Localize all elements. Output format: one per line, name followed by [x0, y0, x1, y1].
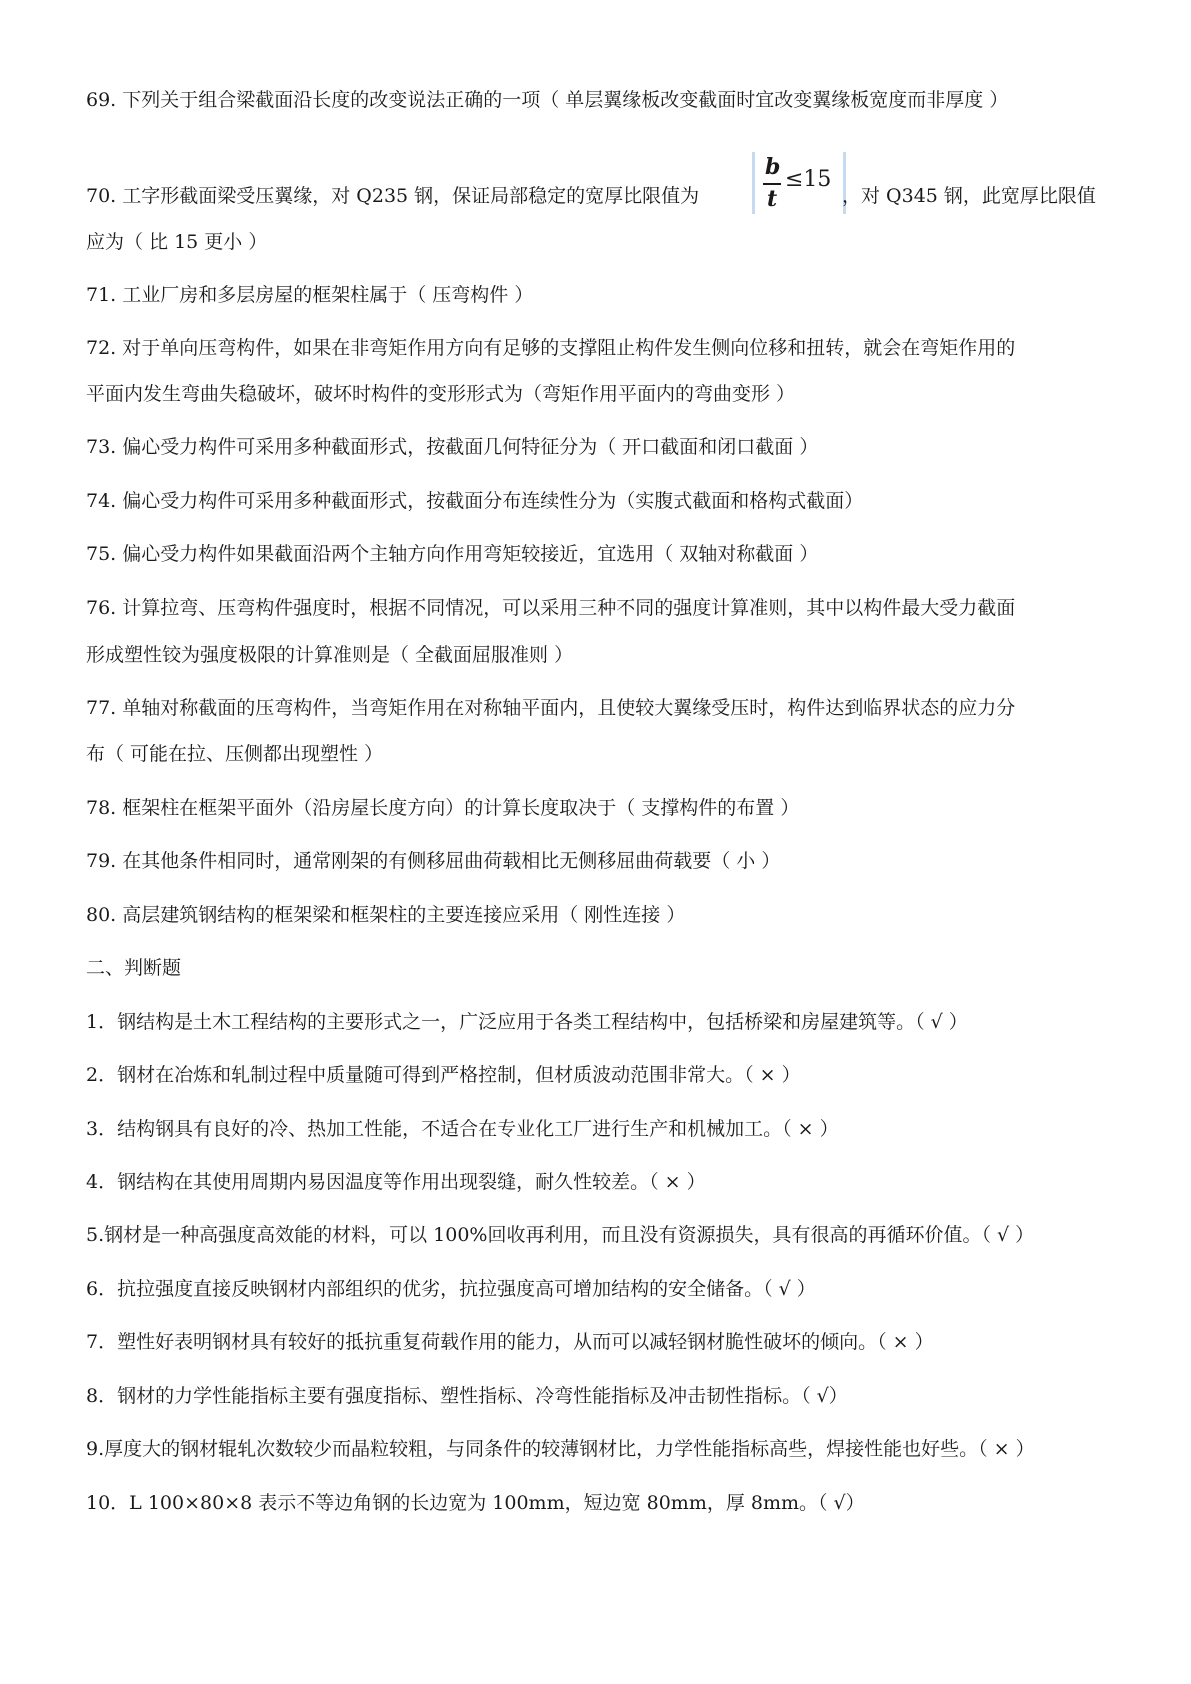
question-75: 75. 偏心受力构件如果截面沿两个主轴方向作用弯矩较接近，宜选用（ 双轴对称截面 ） — [86, 543, 819, 565]
tf-item-9: 9.厚度大的钢材辊轧次数较少而晶粒较粗，与同条件的较薄钢材比，力学性能指标高些，焊接性能也好些。（ × ） — [86, 1438, 1035, 1460]
question-77-line-1: 77. 单轴对称截面的压弯构件，当弯矩作用在对称轴平面内，且使较大翼缘受压时，构件达到临界状态的应力分 — [86, 697, 1016, 719]
formula-numerator: b — [765, 154, 781, 180]
tf-item-2: 2．钢材在冶炼和轧制过程中质量随可得到严格控制，但材质波动范围非常大。（ × ） — [86, 1064, 801, 1086]
question-70-line-1b: ，对 Q345 钢，此宽厚比限值 — [842, 185, 1096, 207]
question-73: 73. 偏心受力构件可采用多种截面形式，按截面几何特征分为（ 开口截面和闭口截面 ） — [86, 436, 819, 458]
section-heading-true-false: 二、判断题 — [86, 957, 182, 979]
fraction-bar — [763, 183, 781, 185]
formula-denominator: t — [767, 186, 778, 212]
question-76-line-2: 形成塑性铰为强度极限的计算准则是（ 全截面屈服准则 ） — [86, 644, 574, 666]
question-78: 78. 框架柱在框架平面外（沿房屋长度方向）的计算长度取决于（ 支撑构件的布置 ） — [86, 797, 800, 819]
tf-item-7: 7．塑性好表明钢材具有较好的抵抗重复荷载作用的能力，从而可以减轻钢材脆性破坏的倾向。（ × ） — [86, 1331, 934, 1353]
tf-item-8: 8．钢材的力学性能指标主要有强度指标、塑性指标、冷弯性能指标及冲击韧性指标。（ √） — [86, 1385, 848, 1407]
question-80: 80. 高层建筑钢结构的框架梁和框架柱的主要连接应采用（ 刚性连接 ） — [86, 904, 686, 926]
tf-item-10: 10．L 100×80×8 表示不等边角钢的长边宽为 100mm，短边宽 80mm，厚 8mm。（ √） — [86, 1492, 865, 1514]
tf-item-3: 3．结构钢具有良好的冷、热加工性能，不适合在专业化工厂进行生产和机械加工。（ × ） — [86, 1118, 839, 1140]
question-70-line-2: 应为（ 比 15 更小 ） — [86, 231, 268, 253]
formula-relation: ≤15 — [785, 167, 832, 192]
question-71: 71. 工业厂房和多层房屋的框架柱属于（ 压弯构件 ） — [86, 284, 534, 306]
tf-item-1: 1．钢结构是土木工程结构的主要形式之一，广泛应用于各类工程结构中，包括桥梁和房屋建筑等。（ √ ） — [86, 1011, 968, 1033]
question-76-line-1: 76. 计算拉弯、压弯构件强度时，根据不同情况，可以采用三种不同的强度计算准则，其中以构件最大受力截面 — [86, 597, 1016, 619]
question-77-line-2: 布（ 可能在拉、压侧都出现塑性 ） — [86, 743, 384, 765]
question-70-line-1a: 70. 工字形截面梁受压翼缘，对 Q235 钢，保证局部稳定的宽厚比限值为 — [86, 185, 700, 207]
tf-item-5: 5.钢材是一种高强度高效能的材料，可以 100%回收再利用，而且没有资源损失，具有很高的再循环价值。（ √ ） — [86, 1224, 1035, 1246]
question-74: 74. 偏心受力构件可采用多种截面形式，按截面分布连续性分为（实腹式截面和格构式截面） — [86, 490, 864, 512]
question-72-line-1: 72. 对于单向压弯构件，如果在非弯矩作用方向有足够的支撑阻止构件发生侧向位移和扭转，就会在弯矩作用的 — [86, 337, 1016, 359]
tf-item-4: 4．钢结构在其使用周期内易因温度等作用出现裂缝，耐久性较差。（ × ） — [86, 1171, 706, 1193]
question-79: 79. 在其他条件相同时，通常刚架的有侧移屈曲荷载相比无侧移屈曲荷载要（ 小 ） — [86, 850, 781, 872]
tf-item-6: 6．抗拉强度直接反映钢材内部组织的优劣，抗拉强度高可增加结构的安全储备。（ √ ） — [86, 1278, 816, 1300]
question-72-line-2: 平面内发生弯曲失稳破坏，破坏时构件的变形形式为（弯矩作用平面内的弯曲变形 ） — [86, 383, 796, 405]
width-thickness-ratio-formula — [752, 152, 846, 214]
question-69: 69. 下列关于组合梁截面沿长度的改变说法正确的一项（ 单层翼缘板改变截面时宜改变翼缘板宽度而非厚度 ） — [86, 89, 1009, 111]
